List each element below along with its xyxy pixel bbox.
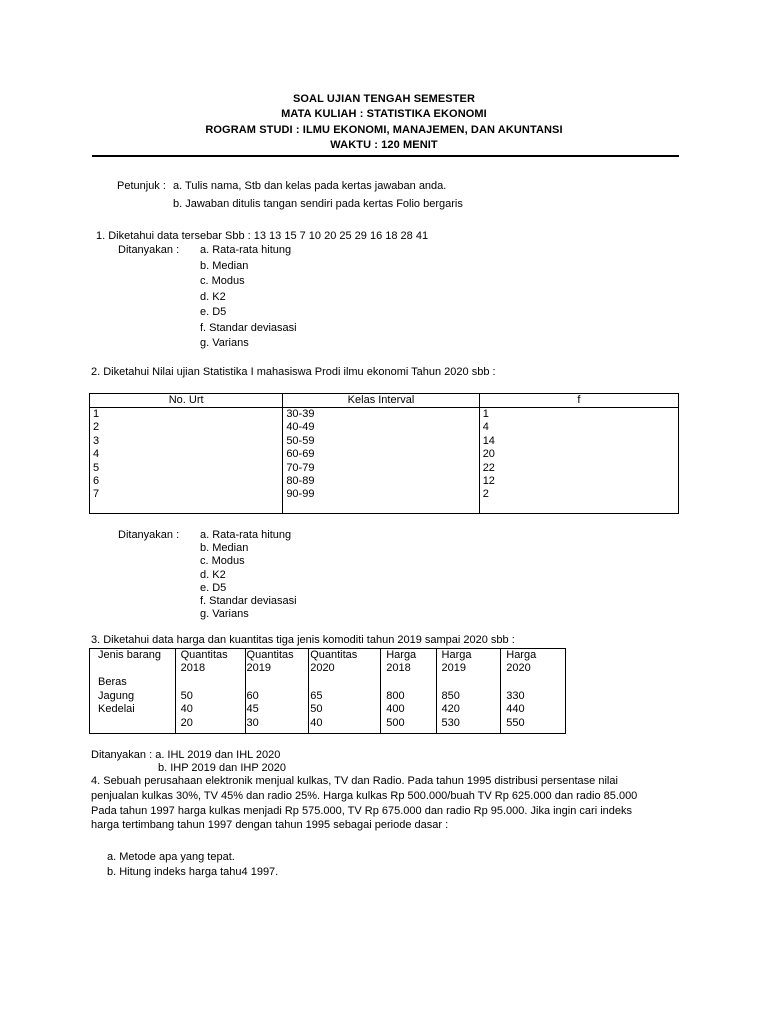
q2-header-no: No. Urt bbox=[90, 394, 283, 408]
table-cell: 14 bbox=[482, 434, 495, 447]
table-cell: 70-79 bbox=[286, 461, 315, 474]
q2-item: a. Rata-rata hitung bbox=[200, 529, 292, 541]
q1-item: c. Modus bbox=[200, 275, 245, 287]
q4-line-3: Pada tahun 1997 harga kulkas menjadi Rp 575.000, TV Rp 675.000 dan radio Rp 95.000. Jika ingin cari indeks bbox=[91, 805, 632, 817]
table-cell: 50 bbox=[180, 689, 193, 702]
table-cell: 65 bbox=[310, 689, 323, 702]
table-cell: 400 bbox=[386, 703, 405, 716]
q2-frequency-table bbox=[89, 393, 679, 514]
table-cell: 530 bbox=[441, 716, 460, 729]
q3-col-q2018 bbox=[175, 649, 245, 734]
q3-ditanyakan: Ditanyakan : a. IHL 2019 dan IHL 2020 bbox=[91, 749, 281, 761]
table-cell: Beras bbox=[98, 676, 127, 689]
q2-item: b. Median bbox=[200, 542, 249, 555]
row-gap bbox=[310, 676, 380, 690]
course-title: MATA KULIAH : STATISTIKA EKONOMI bbox=[281, 108, 487, 120]
table-header: Quantitas bbox=[310, 649, 358, 661]
q2-header-f: f bbox=[479, 394, 678, 408]
table-cell: 30-39 bbox=[286, 408, 315, 420]
q2-col-f bbox=[479, 408, 678, 514]
q1-item: g. Varians bbox=[200, 337, 249, 349]
duration-title: WAKTU : 120 MENIT bbox=[330, 139, 438, 151]
q3-item-b: b. IHP 2019 dan IHP 2020 bbox=[158, 762, 287, 774]
table-cell: 90-99 bbox=[286, 488, 315, 501]
q2-item: e. D5 bbox=[200, 581, 227, 594]
table-header: 2018 bbox=[180, 662, 206, 675]
q2-col-interval bbox=[283, 408, 479, 514]
q3-commodity-table bbox=[89, 648, 566, 734]
q3-col-q2019 bbox=[245, 649, 309, 734]
table-cell: 6 bbox=[93, 475, 100, 488]
table-header: Harga bbox=[441, 649, 472, 661]
row-gap bbox=[98, 662, 175, 676]
q1-item: d. K2 bbox=[200, 290, 226, 303]
table-cell: 3 bbox=[93, 434, 100, 447]
q2-ditanyakan: Ditanyakan : bbox=[118, 529, 180, 541]
q3-prompt: 3. Diketahui data harga dan kuantitas tiga jenis komoditi tahun 2019 sampai 2020 sbb : bbox=[91, 634, 515, 646]
table-header: 2019 bbox=[246, 662, 272, 675]
q2-prompt: 2. Diketahui Nilai ujian Statistika I mahasiswa Prodi ilmu ekonomi Tahun 2020 sbb : bbox=[91, 366, 496, 378]
table-cell: 50-59 bbox=[286, 434, 315, 447]
table-cell: 330 bbox=[506, 689, 525, 702]
q2-item: f. Standar deviasasi bbox=[200, 595, 297, 608]
table-cell: 420 bbox=[441, 703, 460, 716]
table-cell: 550 bbox=[506, 716, 525, 729]
table-cell: 60-69 bbox=[286, 448, 315, 461]
table-cell: Jagung bbox=[98, 689, 135, 702]
program-title: ROGRAM STUDI : ILMU EKONOMI, MANAJEMEN, DAN AKUNTANSI bbox=[205, 124, 563, 136]
petunjuk-b: b. Jawaban ditulis tangan sendiri pada kertas Folio bergaris bbox=[173, 198, 463, 210]
table-cell: 7 bbox=[93, 488, 100, 501]
table-cell: 440 bbox=[506, 703, 525, 716]
header-divider bbox=[92, 155, 679, 157]
q2-questions bbox=[200, 529, 297, 621]
table-cell: 50 bbox=[310, 703, 323, 716]
q3-col-h2019 bbox=[436, 649, 501, 734]
table-cell: 45 bbox=[246, 703, 259, 716]
row-gap bbox=[506, 676, 565, 690]
table-cell: 2 bbox=[482, 488, 489, 501]
row-gap bbox=[181, 676, 245, 690]
table-header: Harga bbox=[386, 649, 417, 661]
q1-ditanyakan: Ditanyakan : bbox=[118, 244, 180, 256]
q1-questions bbox=[200, 243, 297, 352]
table-cell: 40-49 bbox=[286, 421, 315, 434]
q3-col-h2018 bbox=[381, 649, 436, 734]
table-header: Jenis barang bbox=[98, 649, 161, 661]
q4-line-2: penjualan kulkas 30%, TV 45% dan radio 25%. Harga kulkas Rp 500.000/buah TV Rp 625.000 dan radio 85.000 bbox=[91, 790, 638, 802]
table-header: 2018 bbox=[386, 662, 411, 675]
table-header: Quantitas bbox=[246, 649, 294, 661]
q4-item-a: a. Metode apa yang tepat. bbox=[107, 851, 235, 863]
table-cell: 850 bbox=[441, 689, 460, 702]
q1-item: b. Median bbox=[200, 259, 249, 272]
table-cell: 40 bbox=[310, 716, 323, 729]
q3-col-jenis bbox=[90, 649, 176, 734]
row-gap bbox=[386, 676, 435, 690]
table-cell: 4 bbox=[93, 448, 100, 461]
q1-prompt: 1. Diketahui data tersebar Sbb : 13 13 15 7 10 20 25 29 16 18 28 41 bbox=[96, 230, 429, 242]
q2-item: d. K2 bbox=[200, 568, 226, 581]
table-cell: 60 bbox=[246, 689, 259, 702]
q1-item: a. Rata-rata hitung bbox=[200, 244, 292, 256]
q2-item: g. Varians bbox=[200, 608, 249, 621]
table-cell: 30 bbox=[246, 716, 259, 729]
q2-col-no bbox=[90, 408, 283, 514]
q4-line-1: 4. Sebuah perusahaan elektronik menjual kulkas, TV dan Radio. Pada tahun 1995 distribusi persentase nilai bbox=[91, 775, 618, 787]
table-header: Quantitas bbox=[180, 649, 228, 661]
table-cell: 20 bbox=[180, 716, 193, 729]
petunjuk-label: Petunjuk : bbox=[117, 180, 166, 192]
table-cell: 800 bbox=[386, 689, 405, 702]
table-cell: 2 bbox=[93, 421, 100, 434]
petunjuk-a: a. Tulis nama, Stb dan kelas pada kertas jawaban anda. bbox=[173, 180, 447, 192]
table-cell: 1 bbox=[93, 408, 100, 420]
q1-item: f. Standar deviasasi bbox=[200, 321, 297, 334]
q2-header-interval: Kelas Interval bbox=[283, 394, 479, 408]
table-header: 2020 bbox=[506, 662, 531, 675]
exam-title: SOAL UJIAN TENGAH SEMESTER bbox=[292, 93, 476, 105]
table-cell: 12 bbox=[482, 475, 495, 488]
table-cell: 4 bbox=[482, 421, 489, 434]
row-gap bbox=[247, 676, 309, 690]
table-cell: 500 bbox=[386, 716, 405, 729]
table-cell: 5 bbox=[93, 461, 100, 474]
table-header: 2020 bbox=[310, 662, 335, 675]
q2-item: c. Modus bbox=[200, 555, 245, 568]
table-cell: 1 bbox=[482, 408, 489, 420]
q3-col-q2020 bbox=[309, 649, 381, 734]
q4-line-4: harga tertimbang tahun 1997 dengan tahun 1995 sebagai periode dasar : bbox=[91, 819, 449, 831]
table-cell: Kedelai bbox=[98, 703, 135, 716]
table-cell: 40 bbox=[180, 703, 193, 716]
table-header: Harga bbox=[506, 649, 537, 661]
q3-col-h2020 bbox=[501, 649, 566, 734]
q4-item-b: b. Hitung indeks harga tahu4 1997. bbox=[107, 866, 279, 878]
table-cell: 22 bbox=[482, 461, 495, 474]
q1-item: e. D5 bbox=[200, 306, 227, 318]
table-cell: 20 bbox=[482, 448, 495, 461]
table-header: 2019 bbox=[441, 662, 467, 675]
row-gap bbox=[442, 676, 501, 690]
table-cell: 80-89 bbox=[286, 475, 315, 488]
